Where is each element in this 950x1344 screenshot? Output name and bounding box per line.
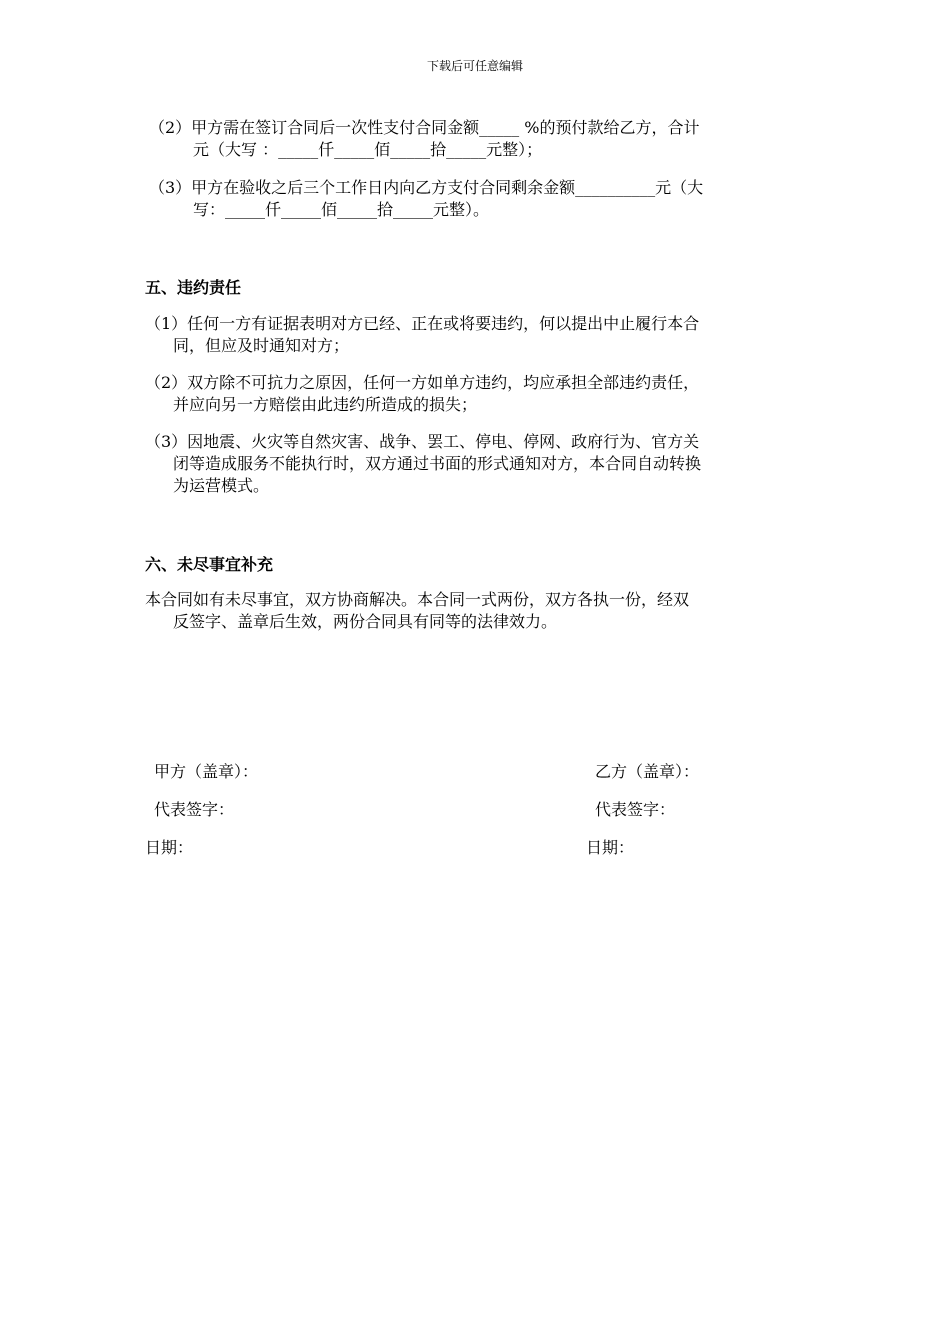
payment-item-2 (145, 117, 810, 161)
liability-item-2-line1: （2）双方除不可抗力之原因，任何一方如单方违约，均应承担全部违约责任， (145, 373, 700, 392)
liability-item-3 (145, 431, 810, 497)
supplement-line2: 反签字、盖章后生效，两份合同具有同等的法律效力。 (173, 612, 558, 631)
party-b-rep-label: 代表签字： (595, 800, 676, 819)
section-5-title: 五、违约责任 (145, 278, 242, 297)
party-a-rep-label: 代表签字： (154, 800, 235, 819)
liability-item-3-line3: 为运营模式。 (173, 476, 270, 495)
liability-item-1-line2: 同，但应及时通知对方； (173, 336, 350, 355)
liability-item-2 (145, 372, 810, 416)
payment-item-2-line1: （2）甲方需在签订合同后一次性支付合同金额_____ %的预付款给乙方，合计 (149, 118, 700, 137)
section-6-title: 六、未尽事宜补充 (145, 555, 274, 574)
payment-item-3-line1: （3）甲方在验收之后三个工作日内向乙方支付合同剩余金额__________元（大 (149, 178, 704, 197)
payment-item-2-line2: 元（大写 ：_____仟_____佰_____拾_____元整）； (193, 140, 543, 159)
page-header: 下载后可任意编辑 (426, 59, 523, 73)
payment-item-3-line2: 写：_____仟_____佰_____拾_____元整）。 (193, 200, 490, 219)
party-a-date-label: 日期： (145, 838, 194, 857)
party-b-date-label: 日期： (586, 838, 635, 857)
party-a-seal-label: 甲方（盖章）： (154, 762, 259, 781)
supplement-line1: 本合同如有未尽事宜，双方协商解决。本合同一式两份，双方各执一份，经双 (145, 590, 690, 609)
supplement-paragraph (145, 589, 810, 633)
liability-item-3-line2: 闭等造成服务不能执行时，双方通过书面的形式通知对方，本合同自动转换 (173, 454, 702, 473)
party-b-seal-label: 乙方（盖章）： (595, 762, 700, 781)
liability-item-1 (145, 313, 810, 357)
liability-item-2-line2: 并应向另一方赔偿由此违约所造成的损失； (173, 395, 478, 414)
payment-item-3 (145, 177, 810, 221)
liability-item-3-line1: （3）因地震、火灾等自然灾害、战争、罢工、停电、停网、政府行为、官方关 (145, 432, 700, 451)
liability-item-1-line1: （1）任何一方有证据表明对方已经、正在或将要违约，何以提出中止履行本合 (145, 314, 700, 333)
